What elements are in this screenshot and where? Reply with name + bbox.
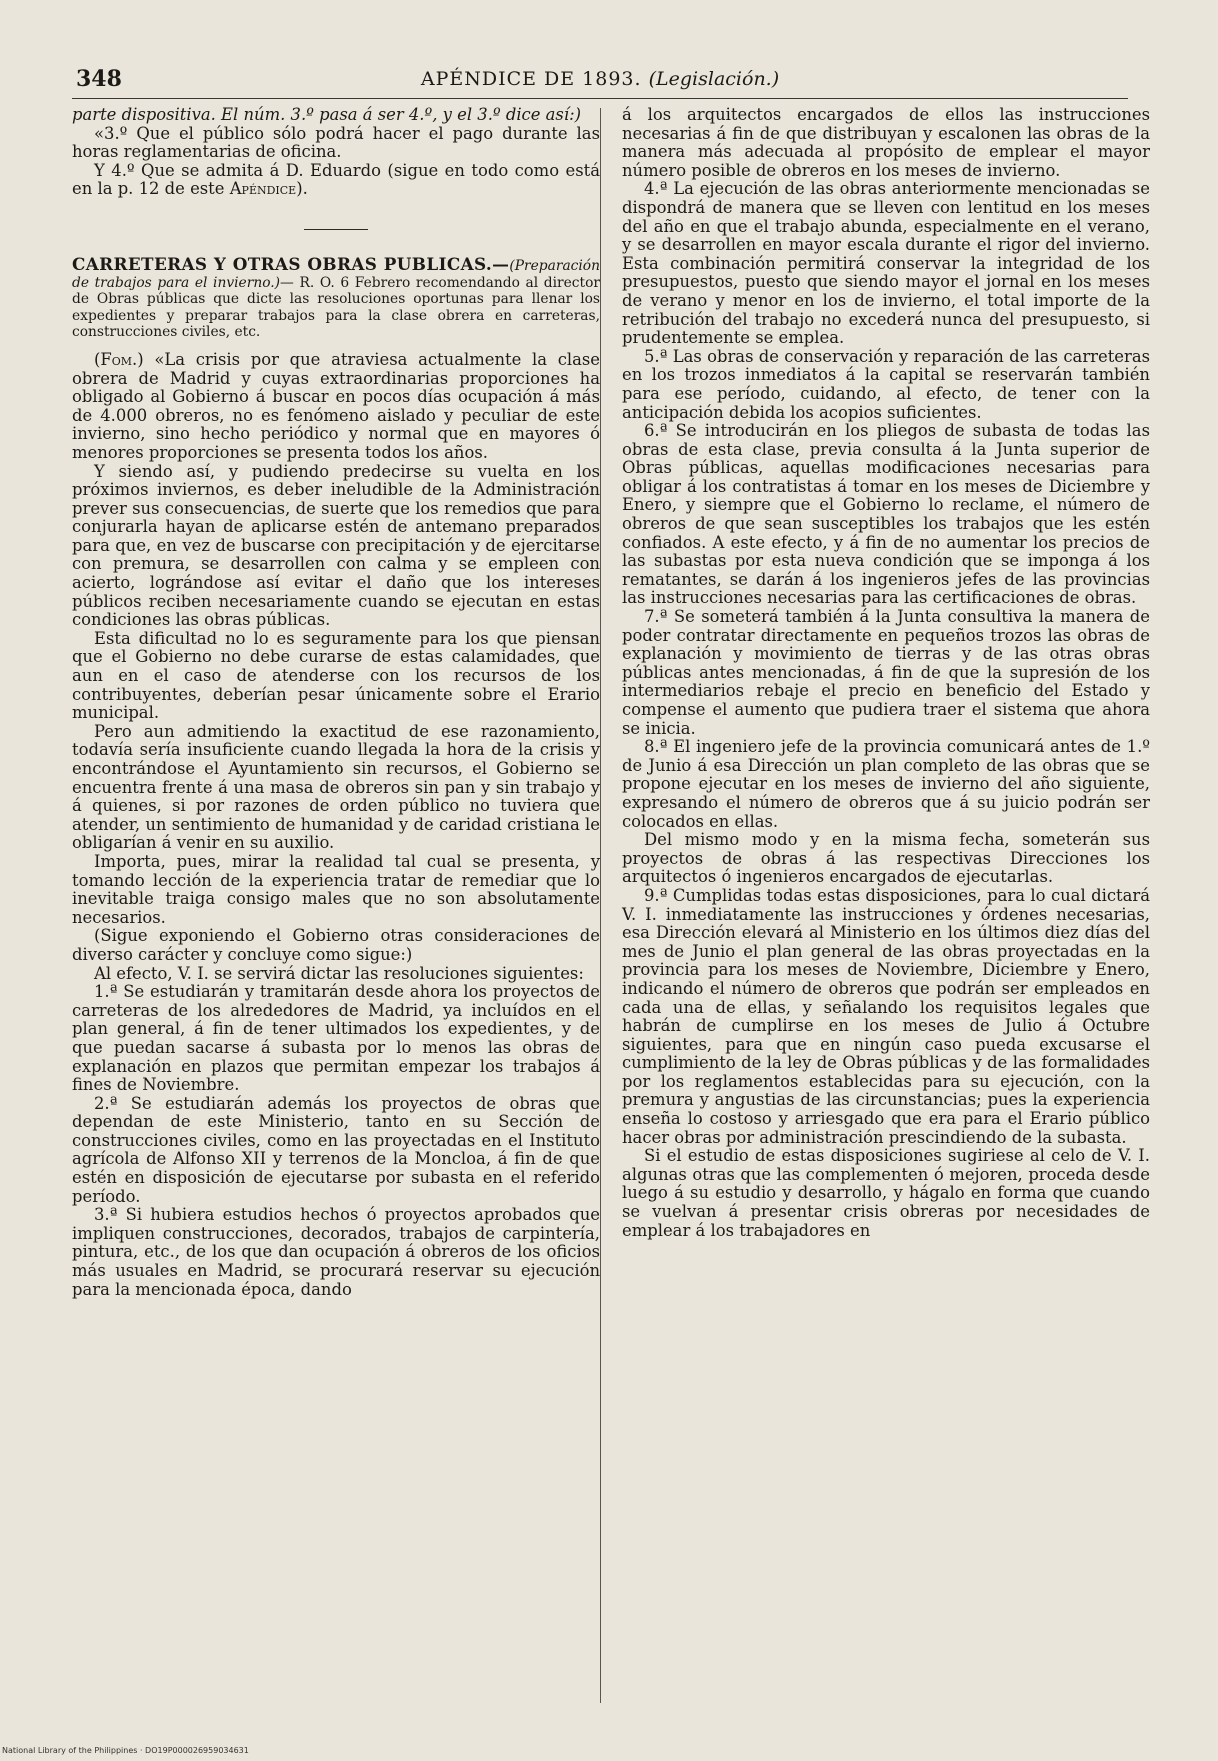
paragraph-crisis: (Fom.) «La crisis por que atraviesa actualmente la clase obrera de Madrid y cuyas extraordinarias proporciones ha obligado al Gobierno á buscar en pocos días ocupación á más de 4.000 obreros, no es fenómeno aislado y peculiar de este invierno, sino hecho periódico y normal que en mayores ó menores proporciones se presenta todos los años.: [72, 349, 600, 462]
intro-note: parte dispositiva. El núm. 3.º pasa á ser 4.º, y el 3.º dice así:): [72, 105, 581, 124]
list-item-9: 9.ª Cumplidas todas estas disposiciones, para lo cual dictará V. I. inmediatamente las instrucciones y órdenes necesarias, esa Dirección elevará al Ministerio en los últimos diez días del mes de Junio el plan general de las obras proyectadas en la provincia para los meses de Noviembre, Diciembre y Enero, indicando el número de obreros que podrán ser empleados en cada una de ellas, y señalando los requisitos legales que habrán de cumplirse en los meses de Julio á Octubre siguientes, para que en ningún caso pueda excusarse el cumplimiento de la ley de Obras públicas y de las formalidades por los reglamentos establecidas para su ejecución, con la premura y angustias de las circunstancias; pues la experiencia enseña lo costoso y arriesgado que era para el Erario público hacer obras por administración prescindiendo de la subasta.: [622, 885, 1150, 1147]
section-subtitle: (Preparación de trabajos para el invierno.): [72, 257, 600, 291]
list-item-1: 1.ª Se estudiarán y tramitarán desde ahora los proyectos de carreteras de los alrededores de Madrid, ya incluídos en el plan general, á fin de tener ultimados los expedientes, y de que puedan sacarse á subasta por lo menos las obras de explanación en plazos que permitan empezar los trabajos á fines de Noviembre.: [72, 982, 600, 1095]
paragraph-importa: Importa, pues, mirar la realidad tal cual se presenta, y tomando lección de la experiencia tratar de remediar que lo inevitable traiga consigo males que no son absolutamente necesarios.: [72, 851, 600, 927]
list-item-3: 3.ª Si hubiera estudios hechos ó proyectos aprobados que impliquen construcciones, decorados, trabajos de carpintería, pintura, etc., de los que dan ocupación á obreros de los oficios más usuales en Madrid, se procurará reservar su ejecución para la mencionada época, dando: [72, 1205, 600, 1299]
section-divider: [304, 229, 368, 230]
paragraph-efecto: Al efecto, V. I. se servirá dictar las resoluciones siguientes:: [94, 963, 584, 983]
paragraph-3: «3.º Que el público sólo podrá hacer el pago durante las horas reglamentarias de oficina.: [72, 123, 600, 162]
paragraph-mismo: Del mismo modo y en la misma fecha, someterán sus proyectos de obras á las respectivas Direcciones los arquitectos ó ingenieros encargados de ejecutarlas.: [622, 830, 1150, 887]
paragraph-continued: á los arquitectos encargados de ellos las instrucciones necesarias á fin de que distribuyan y escalonen las obras de la manera más adecuada al propósito de emplear el mayor número posible de obreros en los meses de invierno.: [622, 105, 1150, 180]
page-header: [72, 60, 1128, 99]
paragraph-siendo: Y siendo así, y pudiendo predecirse su vuelta en los próximos inviernos, es deber ineludible de la Administración prever sus consecuencias, de suerte que los remedios que para conjurarla hayan de aplicarse estén de antemano preparados para que, en vez de buscarse con precipitación y de ejercitarse con premura, se desarrollen con calma y se empleen con acierto, lográndose así evitar el daño que los intereses públicos reciben necesariamente cuando se ejecutan en estas condiciones las obras públicas.: [72, 461, 600, 630]
list-item-8: 8.ª El ingeniero jefe de la provincia comunicará antes de 1.º de Junio á esa Dirección un plan completo de las obras que se propone ejecutar en los meses de invierno del año siguiente, expresando el número de obreros que á su juicio podrán ser colocados en ellas.: [622, 737, 1150, 831]
section-heading: [72, 253, 600, 341]
list-item-5: 5.ª Las obras de conservación y reparación de las carreteras en los trozos inmediatos á la capital se reservarán también para ese período, cuidando, al efecto, de tener con la anticipación debida los acopios suficientes.: [622, 346, 1150, 422]
paragraph-sigue: (Sigue exponiendo el Gobierno otras consideraciones de diverso carácter y concluye como sigue:): [72, 926, 600, 964]
right-column: [622, 106, 1150, 1240]
ministry-tag: (Fom.): [94, 349, 144, 369]
list-item-4: 4.ª La ejecución de las obras anteriormente mencionadas se dispondrá de manera que se lleven con lentitud en los meses del año en que el trabajo abunda, especialmente en el verano, y se desarrollen en mayor escala durante el rigor del invierno. Esta combinación permitirá conservar la integridad de los presupuestos, puesto que siendo mayor el jornal en los meses de verano y menor en los de invierno, el total importe de la retribución del trabajo no excederá nunca del presupuesto, si prudentemente se emplea.: [622, 179, 1150, 348]
paragraph-dificultad: Esta dificultad no lo es seguramente para los que piensan que el Gobierno no debe curarse de estas calamidades, que aun en el caso de atenderse con los recursos de los contribuyentes, deberían pesar únicamente sobre el Erario municipal.: [72, 628, 600, 723]
column-rule: [600, 108, 601, 1703]
small-caps-text: Apéndice: [229, 179, 297, 199]
scan-credit: National Library of the Philippines · DO19P000026959034631: [2, 1746, 249, 1755]
page-number: 348: [76, 66, 122, 92]
paragraph-final: Si el estudio de estas disposiciones sugiriese al celo de V. I. algunas otras que las complementen ó mejoren, proceda desde luego á su estudio y desarrollo, y hágalo en forma que cuando se vuelvan á presentar crisis obreras por necesidades de emplear á los trabajadores en: [622, 1146, 1150, 1240]
left-column: [72, 106, 600, 1299]
list-item-6: 6.ª Se introducirán en los pliegos de subasta de todas las obras de esta clase, previa consulta á la Junta superior de Obras públicas, aquellas modificaciones necesarias para obligar á los contratistas á tomar en los meses de Diciembre y Enero, y siempre que el Gobierno lo reclame, el número de obreros de que sean susceptibles los trabajos que les estén confiados. A este efecto, y á fin de no aumentar los precios de las subastas por esta nueva condición que se imponga á los rematantes, se darán á los ingenieros jefes de las provincias las instrucciones necesarias para las certificaciones de obras.: [622, 421, 1150, 608]
paragraph-4: Y 4.º Que se admita á D. Eduardo (sigue en todo como está en la p. 12 de este Apéndice).: [72, 160, 600, 199]
running-head-subtitle: (Legislación.): [648, 68, 780, 90]
running-head-title: APÉNDICE DE 1893.: [420, 68, 642, 90]
section-summary: — R. O. 6 Febrero recomendando al director de Obras públicas que dicte las resoluciones oportunas para llenar los expedientes y preparar trabajos para la clase obrera en carreteras, construcciones civiles, etc.: [72, 274, 600, 341]
paragraph-pero: Pero aun admitiendo la exactitud de ese razonamiento, todavía sería insuficiente cuando llegada la hora de la crisis y encontrándose el Ayuntamiento sin recursos, el Gobierno se encuentra frente á una masa de obreros sin pan y sin trabajo y á quienes, si por razones de orden público no tuviera que atender, un sentimiento de humanidad y de caridad cristiana le obligarían á venir en su auxilio.: [72, 721, 600, 853]
list-item-2: 2.ª Se estudiarán además los proyectos de obras que dependan de este Ministerio, tanto en su Sección de construcciones civiles, como en las proyectadas en el Instituto agrícola de Alfonso XII y terrenos de la Moncloa, á fin de que estén en disposición de ejecutarse por subasta en el referido período.: [72, 1093, 600, 1206]
running-head: [72, 68, 1128, 90]
section-title: CARRETERAS Y OTRAS OBRAS PUBLICAS.—: [72, 253, 510, 274]
list-item-7: 7.ª Se someterá también á la Junta consultiva la manera de poder contratar directamente en pequeños trozos las obras de explanación y movimiento de tierras y de las otras obras públicas antes mencionadas, á fin de que la supresión de los intermediarios rebaje el precio en beneficio del Estado y compense el aumento que pudiera traer el sistema que ahora se inicia.: [622, 607, 1150, 738]
